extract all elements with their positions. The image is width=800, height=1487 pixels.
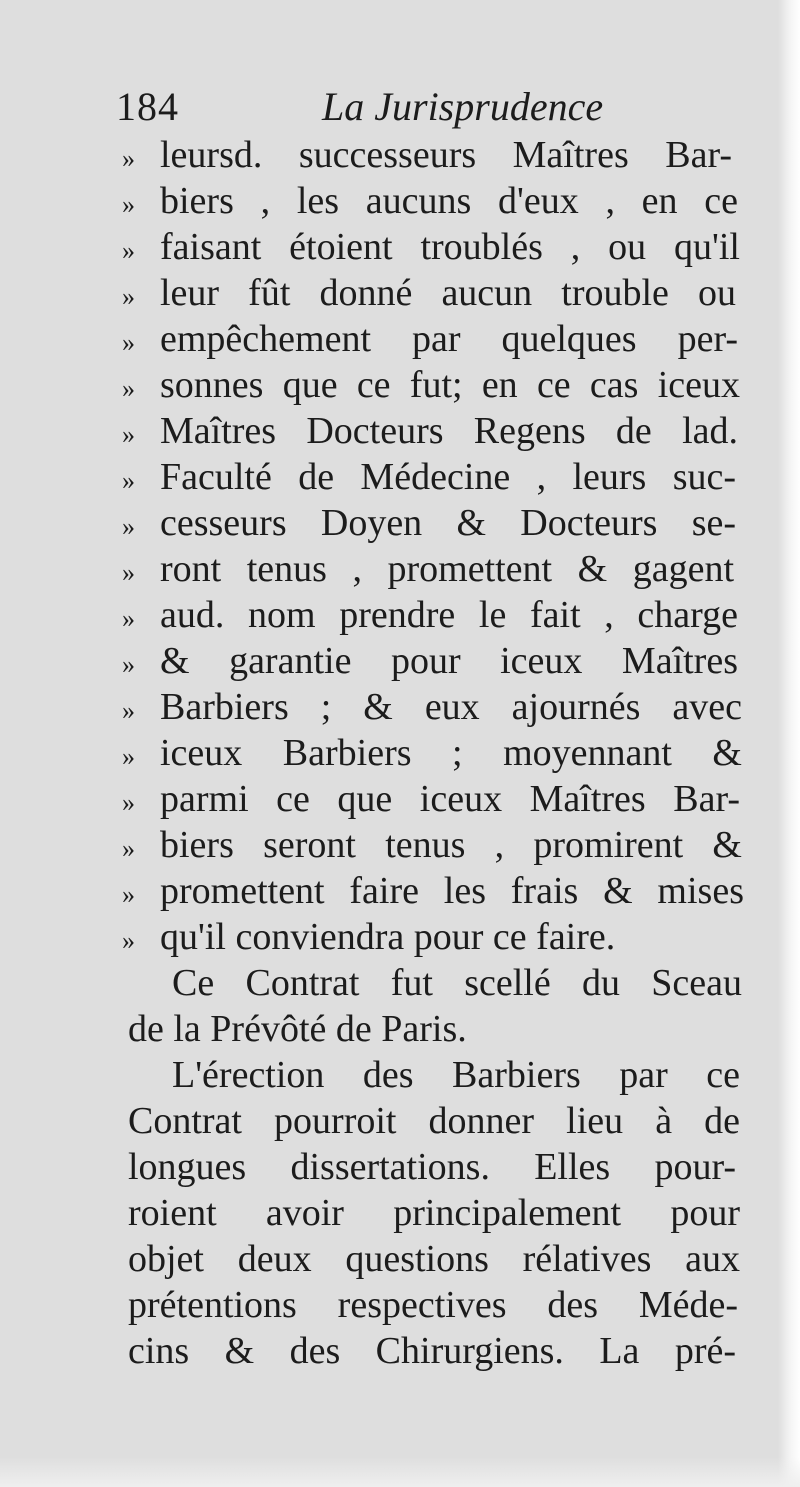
line-text: iceux Barbiers ; moyennant & — [160, 732, 742, 774]
line-text: qu'il conviendra pour ce faire. — [160, 916, 616, 958]
quote-mark: » — [122, 558, 135, 587]
line-text: biers , les aucuns d'eux , en ce — [160, 180, 738, 222]
paragraph-line — [128, 1190, 740, 1236]
quote-mark: » — [122, 282, 135, 311]
quote-mark: » — [122, 190, 135, 219]
line-text: sonnes que ce fut; en ce cas iceux — [160, 364, 740, 406]
line-text: L'érection des Barbiers par ce — [172, 1054, 740, 1096]
page-header — [116, 82, 746, 132]
quoted-line — [122, 638, 738, 684]
line-text: cesseurs Doyen & Docteurs se- — [160, 502, 736, 544]
quote-mark: » — [122, 236, 135, 265]
line-text: parmi ce que iceux Maîtres Bar- — [160, 778, 740, 820]
quote-mark: » — [122, 650, 135, 679]
line-text: cins & des Chirurgiens. La pré- — [128, 1330, 736, 1372]
quoted-line — [122, 316, 738, 362]
quote-mark: » — [122, 834, 135, 863]
page-bottom-shading — [0, 1457, 800, 1487]
line-text: leur fût donné aucun trouble ou — [160, 272, 736, 314]
quote-mark: » — [122, 696, 135, 725]
page-edge-shading — [778, 0, 800, 1487]
line-text: ront tenus , promettent & gagent — [160, 548, 734, 590]
paragraph-line — [172, 960, 742, 1006]
quote-mark: » — [122, 466, 135, 495]
line-text: Contrat pourroit donner lieu à de — [128, 1100, 740, 1142]
paragraph-line — [128, 1006, 742, 1052]
quoted-line — [122, 224, 740, 270]
line-text: objet deux questions rélatives aux — [128, 1238, 740, 1280]
quoted-line — [122, 270, 736, 316]
quote-mark: » — [122, 328, 135, 357]
line-text: prétentions respectives des Méde- — [128, 1284, 738, 1326]
quoted-line — [122, 132, 732, 178]
quoted-line — [122, 546, 734, 592]
line-text: Faculté de Médecine , leurs suc- — [160, 456, 736, 498]
quoted-line — [122, 178, 738, 224]
line-text: Ce Contrat fut scellé du Sceau — [172, 962, 742, 1004]
quoted-line — [122, 822, 742, 868]
line-text: aud. nom prendre le fait , charge — [160, 594, 738, 636]
quote-mark: » — [122, 788, 135, 817]
line-text: & garantie pour iceux Maîtres — [160, 640, 738, 682]
quoted-line — [122, 454, 736, 500]
paragraph-line — [128, 1098, 740, 1144]
quoted-line — [122, 868, 744, 914]
quote-mark: » — [122, 374, 135, 403]
line-text: empêchement par quelques per- — [160, 318, 738, 360]
paragraph-line — [128, 1236, 740, 1282]
line-text: de la Prévôté de Paris. — [128, 1008, 467, 1050]
paragraph-line — [128, 1282, 738, 1328]
quote-mark: » — [122, 512, 135, 541]
quote-mark: » — [122, 880, 135, 909]
line-text: longues dissertations. Elles pour- — [128, 1146, 736, 1188]
quote-mark: » — [122, 926, 135, 955]
quote-mark: » — [122, 420, 135, 449]
line-text: Barbiers ; & eux ajournés avec — [160, 686, 742, 728]
paragraph-line — [172, 1052, 740, 1098]
paragraph-line — [128, 1328, 736, 1374]
quoted-line — [122, 500, 736, 546]
quoted-line — [122, 914, 720, 960]
quoted-line — [122, 408, 738, 454]
paragraph-line — [128, 1144, 736, 1190]
line-text: Maîtres Docteurs Regens de lad. — [160, 410, 738, 452]
quoted-line — [122, 592, 738, 638]
quoted-line — [122, 776, 740, 822]
line-text: roient avoir principalement pour — [128, 1192, 740, 1234]
line-text: biers seront tenus , promirent & — [160, 824, 742, 866]
quoted-line — [122, 362, 740, 408]
line-text: faisant étoient troublés , ou qu'il — [160, 226, 740, 268]
quoted-line — [122, 730, 742, 776]
quote-mark: » — [122, 604, 135, 633]
line-text: leursd. successeurs Maîtres Bar- — [160, 134, 732, 176]
quoted-line — [122, 684, 742, 730]
page-number: 184 — [116, 84, 179, 129]
line-text: promettent faire les frais & mises — [160, 870, 744, 912]
running-title: La Jurisprudence — [322, 84, 604, 129]
quote-mark: » — [122, 144, 135, 173]
quote-mark: » — [122, 742, 135, 771]
